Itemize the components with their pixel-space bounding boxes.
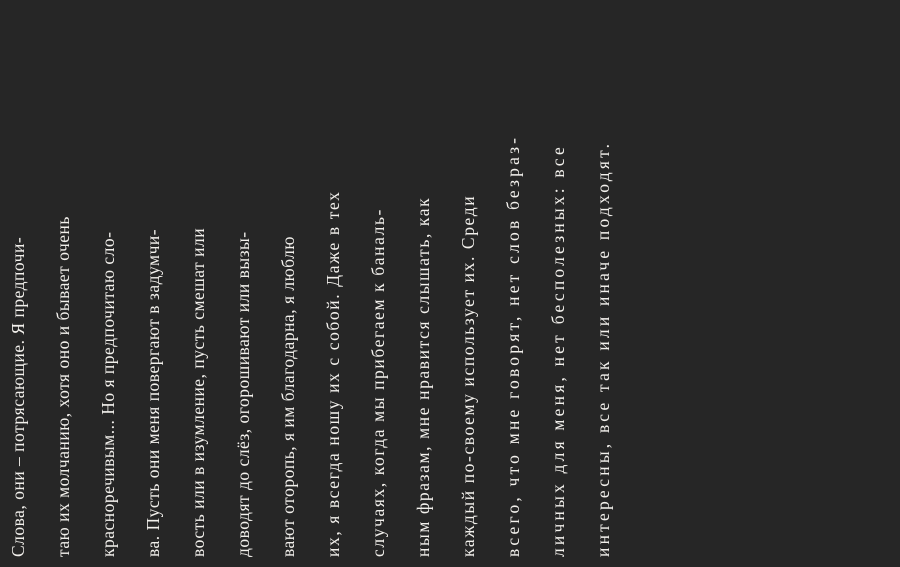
text-line: их, я всегда ношу их с собой. Даже в тех: [323, 190, 343, 557]
text-line: каждый по-своему использует их. Среди: [458, 194, 478, 557]
text-line: вость или в изумление, пусть смешат или: [188, 227, 208, 557]
text-line: всего, что мне говорят, нет слов безраз-: [503, 134, 523, 557]
text-line: случаях, когда мы прибегаем к баналь-: [368, 208, 388, 557]
text-line: вают оторопь, я им благодарна, я люблю: [278, 236, 298, 557]
text-line: ным фразам, мне нравится слышать, как: [413, 196, 433, 557]
text-line: доводят до слёз, огорошивают или вызы-: [233, 231, 253, 557]
text-line: таю их молчанию, хотя оно и бывает очень: [53, 216, 73, 557]
text-line: красноречивым... Но я предпочитаю сло-: [98, 231, 118, 557]
text-line: ва. Пусть они меня повергают в задумчи-: [143, 228, 163, 557]
text-line: Слова, они – потрясающие. Я предпочи-: [8, 236, 28, 557]
text-line: интересны, все так или иначе подходят.: [593, 140, 613, 557]
text-line: личных для меня, нет бесполезных: все: [548, 144, 568, 557]
